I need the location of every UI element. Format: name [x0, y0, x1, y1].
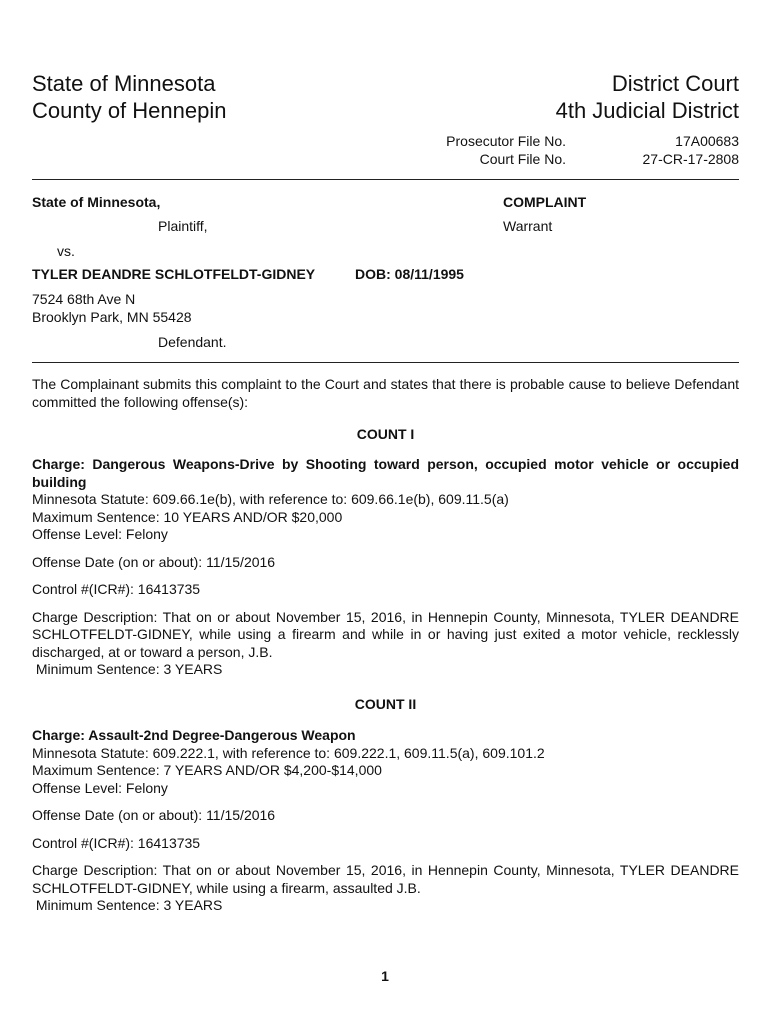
- count-heading: COUNT II: [354, 696, 417, 712]
- statute-line: Minnesota Statute: 609.222.1, with reference to: 609.222.1, 609.11.5(a), 609.101.2: [32, 744, 545, 761]
- header-divider: [32, 179, 739, 180]
- max-sentence-line: Maximum Sentence: 10 YEARS AND/OR $20,000: [32, 508, 343, 525]
- defendant-address-line1: 7524 68th Ave N: [32, 291, 136, 307]
- defendant-address-line2: Brooklyn Park, MN 55428: [32, 309, 192, 325]
- charge-description: Charge Description: That on or about November 15, 2016, in Hennepin County, Minnesota, TYLER DEANDRE SCHLOTFELDT-GIDNEY, while using a firearm, assaulted J.B.: [32, 862, 739, 896]
- plaintiff-role: Plaintiff,: [158, 218, 208, 234]
- min-sentence-line: Minimum Sentence: 3 YEARS: [32, 897, 223, 913]
- count-details: [32, 456, 739, 679]
- court-file-number: 27-CR-17-2808: [642, 151, 739, 167]
- min-sentence-line: Minimum Sentence: 3 YEARS: [32, 661, 223, 677]
- court-file-label: Court File No.: [479, 151, 566, 167]
- plaintiff-name: State of Minnesota,: [32, 194, 161, 210]
- court-block: [556, 70, 739, 124]
- control-number-line: Control #(ICR#): 16413735: [32, 834, 201, 851]
- charge-title: Charge: Dangerous Weapons-Drive by Shooting toward person, occupied motor vehicle or occupied building: [32, 456, 739, 490]
- defendant-dob: DOB: 08/11/1995: [355, 266, 464, 282]
- statute-line: Minnesota Statute: 609.66.1e(b), with reference to: 609.66.1e(b), 609.11.5(a): [32, 491, 509, 507]
- max-sentence-line: Maximum Sentence: 7 YEARS AND/OR $4,200-$14,000: [32, 762, 382, 778]
- count-details: [32, 727, 739, 915]
- court-name: District Court: [611, 71, 739, 96]
- jurisdiction-block: [32, 70, 226, 124]
- versus-label: vs.: [57, 243, 75, 259]
- defendant-name: TYLER DEANDRE SCHLOTFELDT-GIDNEY: [32, 266, 316, 282]
- state-name: State of Minnesota: [32, 71, 216, 96]
- prosecutor-file-label: Prosecutor File No.: [446, 133, 566, 149]
- prosecutor-file-number: 17A00683: [675, 133, 739, 149]
- intro-paragraph: The Complainant submits this complaint to the Court and states that there is probable cause to believe Defendant committed the following offense(s):: [32, 376, 739, 410]
- caption-divider: [32, 362, 739, 363]
- offense-level-line: Offense Level: Felony: [32, 526, 168, 542]
- county-name: County of Hennepin: [32, 98, 227, 123]
- judicial-district: 4th Judicial District: [555, 98, 739, 123]
- count-heading: COUNT I: [356, 426, 415, 442]
- offense-date-line: Offense Date (on or about): 11/15/2016: [32, 807, 276, 823]
- offense-date-line: Offense Date (on or about): 11/15/2016: [32, 553, 276, 570]
- charge-title: Charge: Assault-2nd Degree-Dangerous Weapon: [32, 727, 356, 743]
- document-subtype: Warrant: [503, 218, 553, 234]
- defendant-role: Defendant.: [158, 334, 227, 350]
- file-number-labels: [446, 132, 566, 168]
- control-number-line: Control #(ICR#): 16413735: [32, 581, 201, 597]
- charge-description: Charge Description: That on or about November 15, 2016, in Hennepin County, Minnesota, TYLER DEANDRE SCHLOTFELDT-GIDNEY, while using a firearm and while in or having just exited a motor vehicle, recklessly discharged, at or toward a person, J.B.: [32, 608, 739, 660]
- file-number-values: [643, 132, 740, 168]
- document-type: COMPLAINT: [503, 194, 587, 210]
- page-number: 1: [381, 968, 389, 984]
- offense-level-line: Offense Level: Felony: [32, 779, 168, 796]
